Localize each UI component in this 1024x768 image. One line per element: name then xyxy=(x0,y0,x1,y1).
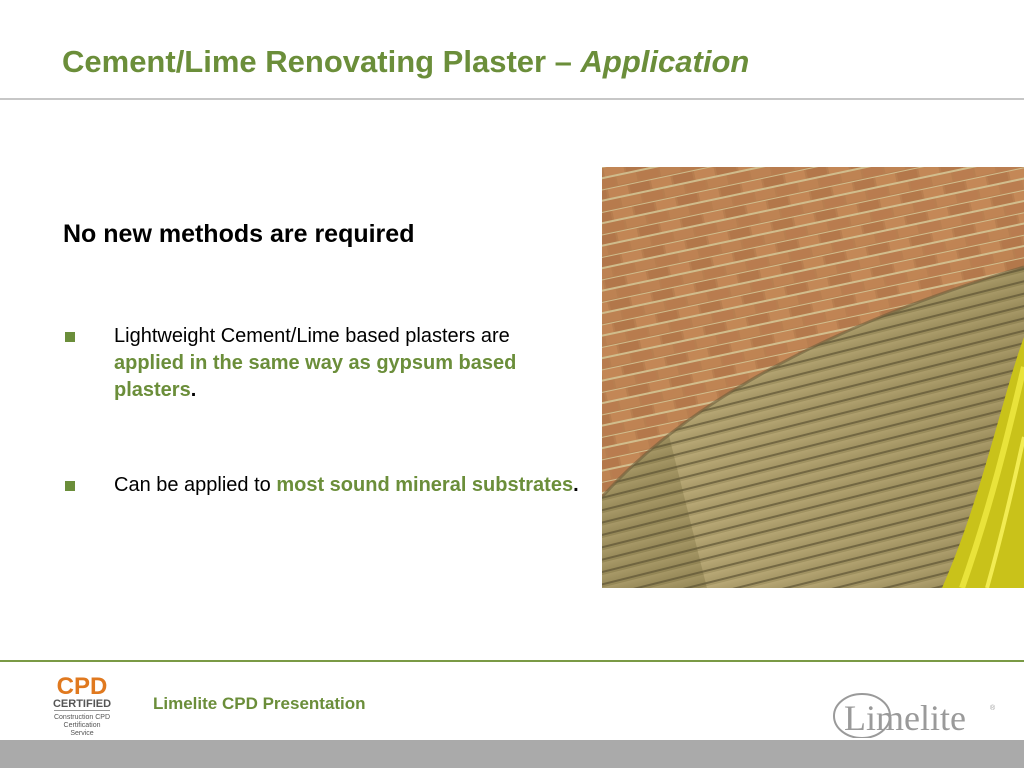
bullet-list xyxy=(63,323,583,499)
square-bullet-icon xyxy=(65,481,75,491)
logo-mark: ® xyxy=(990,705,996,712)
cpd-badge-line3: Construction CPD xyxy=(53,714,111,721)
bullet-period: . xyxy=(190,379,197,401)
cpd-badge-line2: CERTIFIED xyxy=(52,698,112,710)
square-bullet-icon xyxy=(65,332,75,342)
bullet-item xyxy=(63,323,583,404)
section-heading: No new methods are required xyxy=(63,220,415,248)
logo-text: Limelite xyxy=(844,698,966,738)
cpd-badge-line5: Service xyxy=(70,730,94,737)
footer-presentation-label: Limelite CPD Presentation xyxy=(153,694,366,713)
footer-divider xyxy=(0,660,1024,662)
bullet-highlight: most sound mineral substrates xyxy=(276,474,574,496)
title-emphasis: Application xyxy=(580,44,750,79)
bullet-highlight: applied in the same way as gypsum based plasters xyxy=(114,352,517,401)
title-main: Cement/Lime Renovating Plaster – xyxy=(62,44,581,79)
cpd-badge-line1: CPD xyxy=(56,673,108,700)
slide-title xyxy=(62,44,749,80)
bullet-period: . xyxy=(573,474,579,496)
cpd-certified-badge xyxy=(50,672,114,740)
cpd-badge-line4: Certification xyxy=(63,722,101,729)
bullet-text: Lightweight Cement/Lime based plasters are xyxy=(114,325,510,347)
plastered-brick-wall-photo xyxy=(602,167,1024,588)
footer-bar xyxy=(0,740,1024,768)
bullet-item xyxy=(63,472,583,499)
limelite-logo xyxy=(830,688,1000,738)
bullet-text: Can be applied to xyxy=(114,474,277,496)
title-divider xyxy=(0,98,1024,100)
